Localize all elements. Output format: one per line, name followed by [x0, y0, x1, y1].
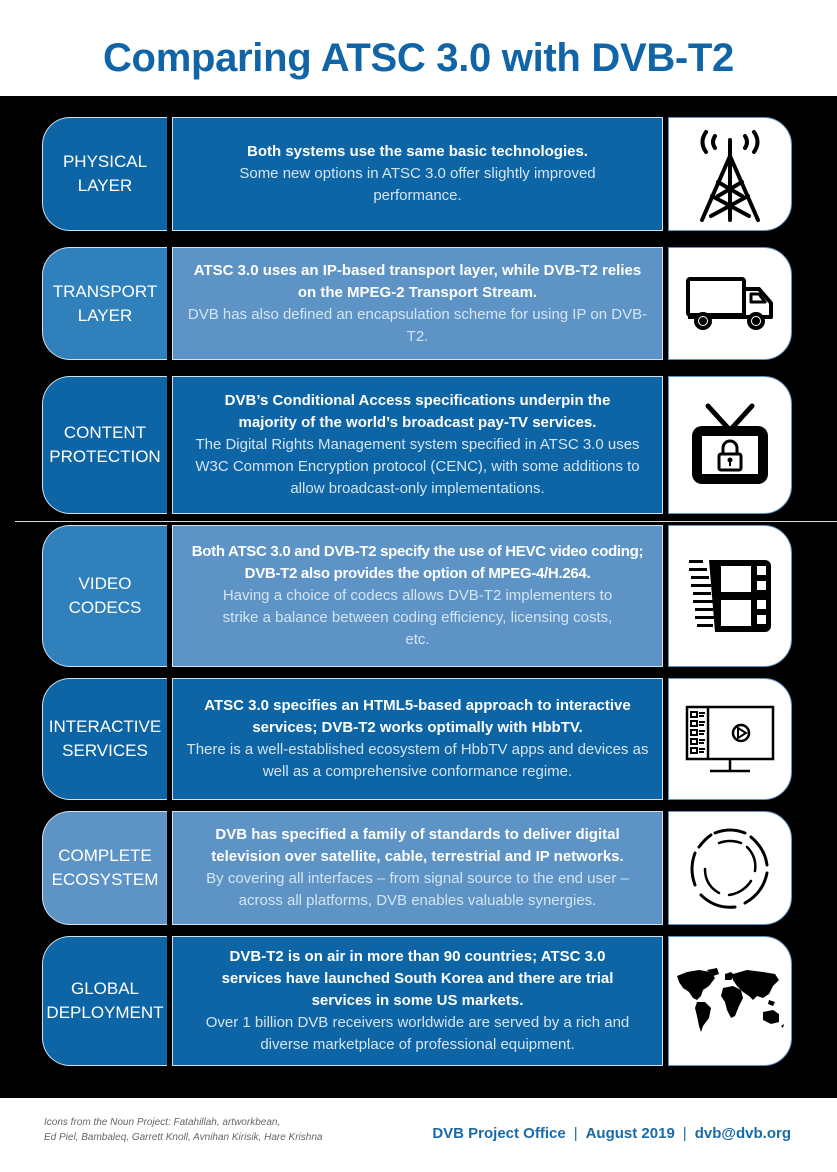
row-global-deployment — [0, 936, 837, 1066]
page-title: Comparing ATSC 3.0 with DVB-T2 — [102, 36, 735, 80]
row-detail: Having a choice of codecs allows DVB-T2 implementers to strike a balance between coding efficiency, licensing costs, etc. — [222, 587, 613, 648]
row-icon-box — [668, 525, 792, 667]
tv-lock-icon — [688, 402, 772, 488]
row-label — [42, 247, 167, 360]
row-icon-box — [668, 247, 792, 360]
office-name: DVB Project Office — [432, 1125, 566, 1142]
smart-tv-monitor-icon — [684, 703, 776, 775]
footer-contact — [432, 1125, 791, 1142]
row-headline: DVB’s Conditional Access specifications underpin the majority of the world’s broadcast pay-TV services. — [224, 392, 611, 431]
film-strip-icon — [685, 556, 775, 636]
row-label-text: VIDEO CODECS — [68, 574, 142, 617]
row-complete-ecosystem — [0, 811, 837, 925]
row-label-text: GLOBAL DEPLOYMENT — [46, 979, 164, 1022]
row-icon-box — [668, 811, 792, 925]
row-interactive-services — [0, 678, 837, 800]
row-physical-layer — [0, 117, 837, 231]
row-detail: Some new options in ATSC 3.0 offer slightly improved performance. — [239, 165, 596, 204]
row-label-text: COMPLETE ECOSYSTEM — [51, 846, 159, 889]
row-label-text: PHYSICAL LAYER — [62, 152, 148, 195]
row-content-protection — [0, 376, 837, 514]
row-label-text: INTERACTIVE SERVICES — [48, 717, 162, 760]
section-divider — [15, 521, 837, 522]
publication-date: August 2019 — [585, 1125, 675, 1142]
row-video-codecs — [0, 525, 837, 667]
row-label — [42, 811, 167, 925]
row-content — [172, 936, 663, 1066]
row-detail: Over 1 billion DVB receivers worldwide are served by a rich and diverse marketplace of professional equipment. — [205, 1014, 630, 1053]
row-detail: DVB has also defined an encapsulation scheme for using IP on DVB-T2. — [187, 305, 648, 345]
row-detail: The Digital Rights Management system specified in ATSC 3.0 uses W3C Common Encryption protocol (CENC), with some additions to allow broadcast-only implementations. — [195, 436, 640, 497]
row-icon-box — [668, 117, 792, 231]
row-content — [172, 376, 663, 514]
row-label-text: TRANSPORT LAYER — [52, 281, 158, 325]
row-headline: DVB-T2 is on air in more than 90 countries; ATSC 3.0 services have launched South Korea and there are trial services in some US markets. — [221, 948, 614, 1009]
row-icon-box — [668, 678, 792, 800]
separator: | — [682, 1125, 687, 1142]
row-label — [42, 936, 167, 1066]
broadcast-tower-icon — [690, 126, 770, 222]
row-transport-layer — [0, 247, 837, 360]
row-detail: By covering all interfaces – from signal source to the end user – across all platforms, DVB enables valuable synergies. — [206, 870, 629, 909]
separator: | — [573, 1125, 578, 1142]
row-headline: Both systems use the same basic technologies. — [247, 143, 588, 160]
row-content — [172, 117, 663, 231]
row-label — [42, 376, 167, 514]
row-label — [42, 678, 167, 800]
row-label-text: CONTENT PROTECTION — [49, 423, 161, 466]
credits-line: Ed Piel, Bambaleq, Garrett Knoll, Avnihan Kirisik, Hare Krishna — [44, 1132, 323, 1143]
row-headline: ATSC 3.0 specifies an HTML5-based approach to interactive services; DVB-T2 works optimally with HbbTV. — [204, 697, 631, 736]
icon-credits — [44, 1115, 384, 1145]
cycle-circle-icon — [685, 823, 775, 913]
row-detail: There is a well-established ecosystem of HbbTV apps and devices as well as a comprehensive conformance regime. — [186, 741, 649, 780]
row-content — [172, 525, 663, 667]
row-content — [172, 247, 663, 360]
row-icon-box — [668, 936, 792, 1066]
row-headline: Both ATSC 3.0 and DVB-T2 specify the use of HEVC video coding; DVB-T2 also provides the option of MPEG-4/H.264. — [191, 543, 644, 582]
row-headline: DVB has specified a family of standards to deliver digital television over satellite, cable, terrestrial and IP networks. — [211, 826, 624, 865]
world-map-icon — [673, 966, 787, 1036]
row-content — [172, 678, 663, 800]
row-label — [42, 117, 167, 231]
row-label — [42, 525, 167, 667]
contact-email-link[interactable]: dvb@dvb.org — [694, 1125, 791, 1142]
credits-line: Icons from the Noun Project: Fatahillah, artworkbean, — [44, 1117, 281, 1128]
truck-icon — [685, 276, 775, 332]
row-content — [172, 811, 663, 925]
row-headline: ATSC 3.0 uses an IP-based transport layer, while DVB-T2 relies on the MPEG-2 Transport Stream. — [193, 261, 642, 301]
row-icon-box — [668, 376, 792, 514]
